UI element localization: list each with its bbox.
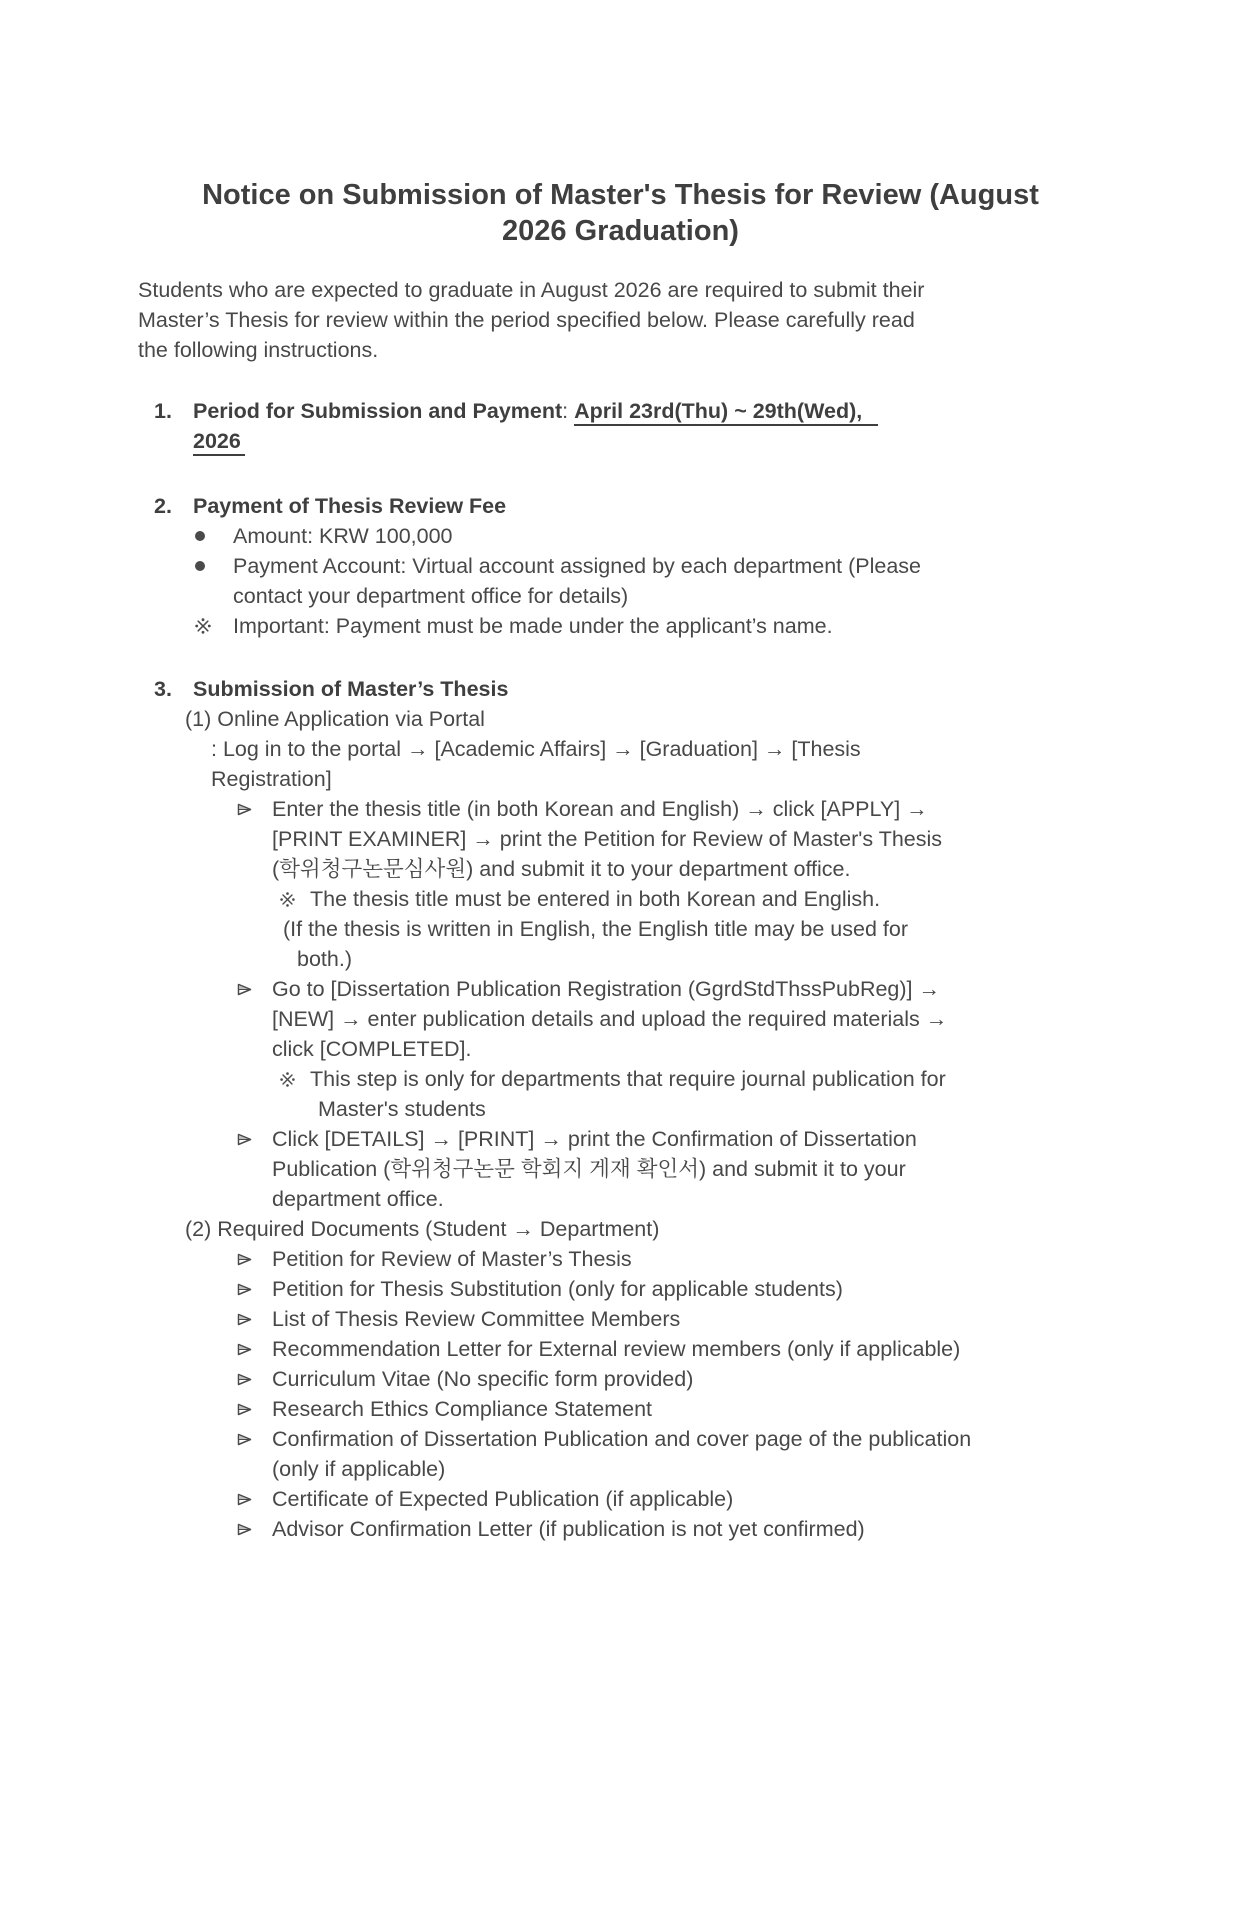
arrow-bullet-icon — [237, 1364, 272, 1394]
document-item-text: Advisor Confirmation Letter (if publication is not yet confirmed) — [272, 1517, 865, 1541]
intro-line: the following instructions. — [138, 338, 379, 362]
document-item-text: Confirmation of Dissertation Publication and cover page of the publication — [272, 1427, 972, 1451]
journal-publication-note — [280, 1064, 1241, 1124]
online-application-label: (1) Online Application via Portal — [185, 707, 485, 731]
document-item — [237, 1244, 1241, 1274]
arrow-bullet-icon — [237, 1484, 272, 1514]
portal-path — [211, 734, 1241, 794]
section-submission — [154, 674, 1241, 704]
step-line: Publication (학위청구논문 학회지 게재 확인서) and submit it to your — [272, 1157, 906, 1181]
step-line: click [COMPLETED]. — [272, 1037, 472, 1061]
intro-paragraph — [138, 275, 1241, 365]
reference-mark-icon — [195, 611, 233, 641]
thesis-title-note-text: The thesis title must be entered in both Korean and English. — [310, 887, 881, 911]
portal-path-line: Registration] — [211, 767, 332, 791]
document-item-text: Recommendation Letter for External review members (only if applicable) — [272, 1337, 961, 1361]
step-publication-registration — [237, 974, 1241, 1064]
step-print-confirmation — [237, 1124, 1241, 1214]
document-item — [237, 1364, 1241, 1394]
step-enter-thesis-title — [237, 794, 1241, 884]
arrow-bullet-icon — [237, 1274, 272, 1304]
document-item — [237, 1484, 1241, 1514]
arrow-bullet-icon — [237, 1394, 272, 1424]
document-item — [237, 1274, 1241, 1304]
submission-period-dates: April 23rd(Thu) ~ 29th(Wed), — [574, 399, 878, 426]
document-item-text: Certificate of Expected Publication (if applicable) — [272, 1487, 734, 1511]
payment-amount-text: Amount: KRW 100,000 — [233, 524, 453, 548]
document-item-text: Petition for Thesis Substitution (only for applicable students) — [272, 1277, 843, 1301]
section-payment — [154, 491, 1241, 521]
intro-line: Master’s Thesis for review within the period specified below. Please carefully read — [138, 308, 915, 332]
reference-mark-icon — [280, 884, 310, 914]
reference-mark-icon — [280, 1064, 310, 1094]
document-item-text: Petition for Review of Master’s Thesis — [272, 1247, 632, 1271]
arrow-bullet-icon — [237, 1514, 272, 1544]
document-item — [237, 1304, 1241, 1334]
step-line: [PRINT EXAMINER] → print the Petition for Review of Master's Thesis — [272, 827, 943, 851]
section-period-label: Period for Submission and Payment — [193, 399, 563, 423]
document-item-text: Curriculum Vitae (No specific form provided) — [272, 1367, 694, 1391]
document-title-line-2: 2026 Graduation) — [502, 215, 739, 247]
document-item-text: Research Ethics Compliance Statement — [272, 1397, 653, 1421]
payment-account-line: Payment Account: Virtual account assigned by each department (Please — [233, 554, 922, 578]
step-line: Enter the thesis title (in both Korean and English) → click [APPLY] → — [272, 797, 928, 821]
dot-bullet-icon — [195, 551, 233, 581]
payment-important-text: Important: Payment must be made under the applicant’s name. — [233, 614, 833, 638]
step-line: [NEW] → enter publication details and upload the required materials → — [272, 1007, 948, 1031]
section-submission-heading: Submission of Master’s Thesis — [193, 677, 509, 701]
english-title-note — [283, 914, 1241, 974]
document-title — [0, 177, 1241, 249]
document-item — [237, 1394, 1241, 1424]
step-line: department office. — [272, 1187, 444, 1211]
step-line: Go to [Dissertation Publication Registration (GgrdStdThssPubReg)] → — [272, 977, 940, 1001]
section-period-colon: : — [562, 399, 569, 423]
journal-publication-note-line: Master's students — [318, 1097, 486, 1121]
arrow-bullet-icon — [237, 794, 272, 824]
payment-account-line: contact your department office for details) — [233, 584, 629, 608]
required-documents-label: (2) Required Documents (Student → Department) — [185, 1217, 660, 1241]
arrow-bullet-icon — [237, 1334, 272, 1364]
step-line: Click [DETAILS] → [PRINT] → print the Confirmation of Dissertation — [272, 1127, 917, 1151]
step-line: (학위청구논문심사원) and submit it to your department office. — [272, 857, 851, 881]
english-title-note-line: (If the thesis is written in English, the English title may be used for — [283, 917, 908, 941]
document-item — [237, 1514, 1241, 1544]
section-payment-heading: Payment of Thesis Review Fee — [193, 494, 507, 518]
submission-period-year: 2026 — [193, 429, 245, 456]
thesis-title-note — [280, 884, 1241, 914]
arrow-bullet-icon — [237, 1424, 272, 1454]
section-number: 3. — [154, 677, 172, 701]
document-item-text: (only if applicable) — [272, 1457, 446, 1481]
payment-account-item — [195, 551, 1241, 611]
section-number: 1. — [154, 399, 172, 423]
english-title-note-line: both.) — [297, 947, 352, 971]
dot-bullet-icon — [195, 521, 233, 551]
intro-line: Students who are expected to graduate in August 2026 are required to submit their — [138, 278, 925, 302]
journal-publication-note-line: This step is only for departments that require journal publication for — [310, 1067, 946, 1091]
arrow-bullet-icon — [237, 1244, 272, 1274]
document-item — [237, 1424, 1241, 1484]
payment-important-note — [195, 611, 1241, 641]
section-period — [154, 396, 1241, 456]
arrow-bullet-icon — [237, 974, 272, 1004]
arrow-bullet-icon — [237, 1304, 272, 1334]
portal-path-line: : Log in to the portal → [Academic Affairs] → [Graduation] → [Thesis — [211, 737, 861, 761]
arrow-bullet-icon — [237, 1124, 272, 1154]
section-number: 2. — [154, 494, 172, 518]
document-title-line-1: Notice on Submission of Master's Thesis for Review (August — [202, 179, 1039, 211]
document-item — [237, 1334, 1241, 1364]
document-item-text: List of Thesis Review Committee Members — [272, 1307, 681, 1331]
payment-amount-item — [195, 521, 1241, 551]
